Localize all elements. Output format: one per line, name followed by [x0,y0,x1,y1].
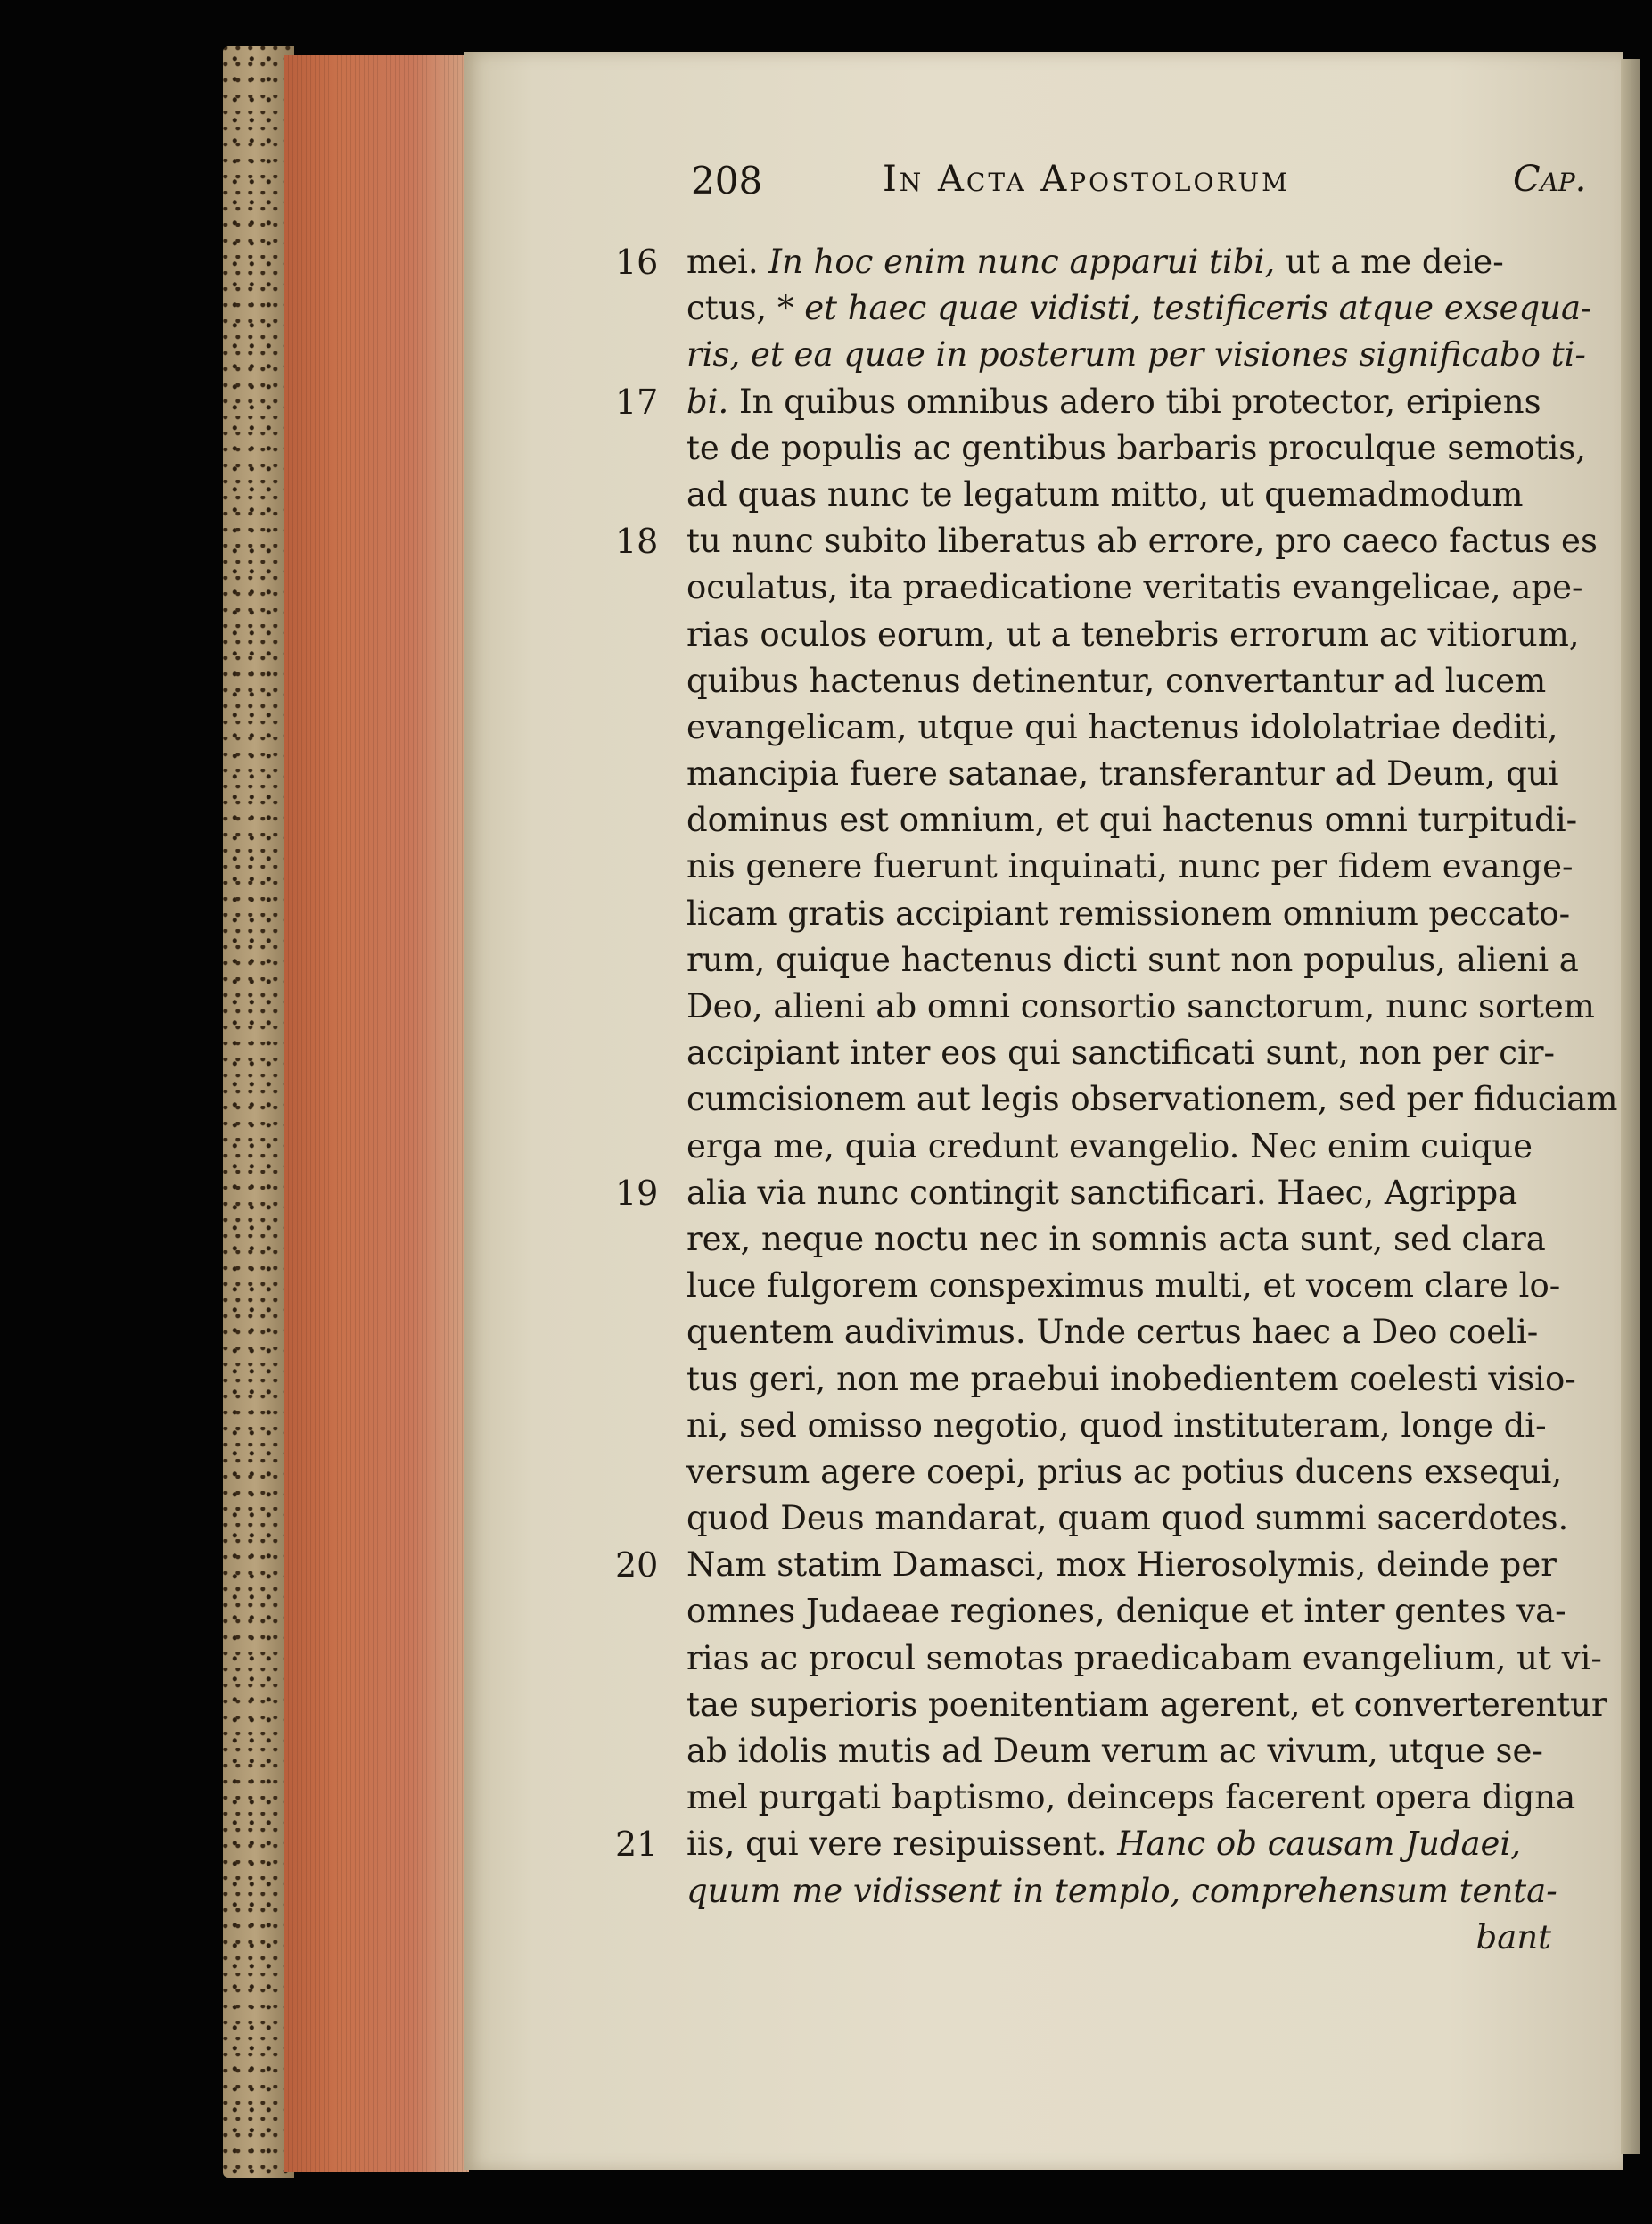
roman-segment: rex, neque noctu nec in somnis acta sunt, sed clara [686,1219,1546,1258]
verse-number: 21 [615,1825,659,1865]
roman-segment: ctus, [686,289,777,328]
body-text [615,239,1618,1961]
roman-segment: ab idolis mutis ad Deum verum ac vivum, utque se- [686,1732,1543,1770]
roman-segment: In quibus omnibus adero tibi protector, eripiens [728,382,1541,421]
roman-segment: rias ac procul semotas praedicabam evangelium, ut vi- [686,1638,1602,1677]
text-line [615,564,1614,611]
text-line [615,518,1614,564]
roman-segment: cumcisionem aut legis observationem, sed per fiduciam [686,1080,1618,1119]
line-text [686,1682,1607,1728]
line-text [686,658,1546,704]
text-line [615,1309,1614,1355]
running-header [691,159,1600,221]
roman-segment: quibus hactenus detinentur, convertantur ad lucem [686,661,1547,700]
line-text [686,1124,1533,1170]
roman-segment: Nam statim Damasci, mox Hierosolymis, deinde per [686,1545,1557,1585]
roman-segment: iis, qui vere resipuissent. [686,1825,1118,1864]
line-text [686,1309,1538,1355]
text-line [615,1682,1614,1728]
line-text [686,1588,1566,1635]
roman-segment: omnes Judaeae regiones, denique et inter gentes va- [686,1592,1566,1631]
verse-number: 19 [615,1173,659,1213]
roman-segment: alia via nunc contingit sanctificari. Haec, Agrippa [686,1173,1518,1212]
roman-segment: tae superioris poenitentiam agerent, et converterentur [686,1684,1607,1724]
text-line [615,1356,1614,1403]
line-text [686,332,1586,378]
text-line [615,1728,1614,1775]
line-text [686,751,1559,797]
line-text [686,1495,1568,1542]
text-line [615,704,1614,751]
line-text [686,379,1541,425]
text-line [615,1495,1614,1542]
roman-segment: ni, sed omisso negotio, quod instituteram, longe di- [686,1405,1547,1445]
text-line [615,1076,1618,1123]
catchword-line [615,1915,1614,1961]
line-text [686,1449,1562,1495]
roman-segment: accipiant inter eos qui sanctificati sunt, non per cir- [686,1034,1556,1073]
line-text [686,844,1573,890]
text-line [615,751,1614,797]
line-text [686,704,1558,751]
line-text [686,1403,1547,1449]
italic-segment: In hoc enim nunc apparui tibi, [768,243,1276,281]
verse-number: 16 [615,243,659,282]
verse-number: 20 [615,1545,659,1586]
line-text [686,1216,1546,1263]
italic-segment: * et haec quae vidisti, testificeris atque exsequa- [777,289,1592,328]
line-text [686,1542,1557,1588]
line-text [686,1263,1560,1309]
text-line [615,658,1614,704]
text-line [615,984,1614,1030]
running-title: In Acta Apostolorum [883,159,1290,200]
roman-segment: mancipia fuere satanae, transferantur ad Deum, qui [686,754,1559,794]
text-line [615,285,1614,332]
text-line [615,472,1614,518]
line-text [686,612,1580,658]
italic-segment: quum me vidissent in templo, comprehensum tenta- [686,1871,1557,1910]
verse-number: 18 [615,522,659,562]
text-line [615,1635,1614,1682]
line-text [686,1728,1543,1775]
text-line [615,1449,1614,1495]
roman-segment: ut a me deie- [1275,243,1504,281]
line-text [686,564,1583,611]
line-text [686,285,1592,332]
text-line [615,1588,1614,1635]
verse-number: 17 [615,382,659,422]
text-line [615,1403,1614,1449]
line-text [686,1356,1576,1403]
text-line [615,1124,1614,1170]
roman-segment: oculatus, ita praedicatione veritatis evangelicae, ape- [686,568,1583,607]
roman-segment: ad quas nunc te legatum mitto, ut quemadmodum [686,474,1524,514]
line-text [686,472,1523,518]
text-line [615,844,1614,890]
text-line [615,1030,1614,1076]
italic-segment: bi. [686,382,729,421]
roman-segment: mel purgati baptismo, deinceps facerent opera digna [686,1778,1576,1817]
page-gutter [1621,59,1640,2154]
roman-segment: quod Deus mandarat, quam quod summi sacerdotes. [686,1499,1569,1538]
line-text [686,797,1577,844]
catchword: bant [1475,1917,1551,1956]
text-line [615,1868,1614,1915]
roman-segment: Deo, alieni ab omni consortio sanctorum, nunc sortem [686,987,1595,1026]
text-line [615,1542,1614,1588]
italic-segment: ris, et ea quae in posterum per visiones significabo ti- [686,335,1586,375]
text-line [615,379,1614,425]
line-text [686,937,1579,984]
text-line [615,891,1614,937]
page-number: 208 [691,159,763,202]
line-text [686,518,1598,564]
line-text [686,239,1504,285]
line-text [686,1868,1557,1915]
roman-segment: rum, quique hactenus dicti sunt non populus, alieni a [686,940,1579,979]
roman-segment: licam gratis accipiant remissionem omnium peccato- [686,894,1571,933]
chapter-label: Cap. [1513,159,1587,200]
roman-segment: tu nunc subito liberatus ab errore, pro caeco factus es [686,522,1598,561]
text-line [615,332,1614,378]
line-text [686,425,1586,472]
line-text [686,1170,1517,1216]
page-block-edge [284,55,469,2172]
text-line [615,1263,1614,1309]
roman-segment: dominus est omnium, et qui hactenus omni turpitudi- [686,801,1578,840]
text-line [615,239,1614,285]
text-line [615,797,1614,844]
text-line [615,1216,1614,1263]
line-text [686,1030,1555,1076]
roman-segment: nis genere fuerunt inquinati, nunc per fidem evange- [686,847,1574,886]
italic-segment: Hanc ob causam Judaei, [1117,1825,1522,1864]
roman-segment: mei. [686,243,769,281]
text-line [615,1821,1614,1867]
text-line [615,937,1614,984]
roman-segment: erga me, quia credunt evangelio. Nec enim cuique [686,1126,1533,1166]
text-line [615,1170,1614,1216]
roman-segment: versum agere coepi, prius ac potius ducens exsequi, [686,1452,1563,1491]
roman-segment: te de populis ac gentibus barbaris proculque semotis, [686,428,1587,467]
text-line [615,612,1614,658]
roman-segment: evangelicam, utque qui hactenus idololatriae dediti, [686,707,1558,746]
text-line [615,425,1614,472]
line-text [686,984,1595,1030]
line-text [686,891,1570,937]
roman-segment: rias oculos eorum, ut a tenebris errorum ac vitiorum, [686,614,1580,654]
roman-segment: tus geri, non me praebui inobedientem coelesti visio- [686,1359,1576,1398]
line-text [686,1821,1521,1867]
roman-segment: luce fulgorem conspeximus multi, et vocem clare lo- [686,1266,1561,1306]
line-text [686,1775,1575,1821]
line-text [686,1076,1617,1123]
roman-segment: quentem audivimus. Unde certus haec a Deo coeli- [686,1313,1539,1352]
line-text [686,1635,1602,1682]
text-line [615,1775,1614,1821]
